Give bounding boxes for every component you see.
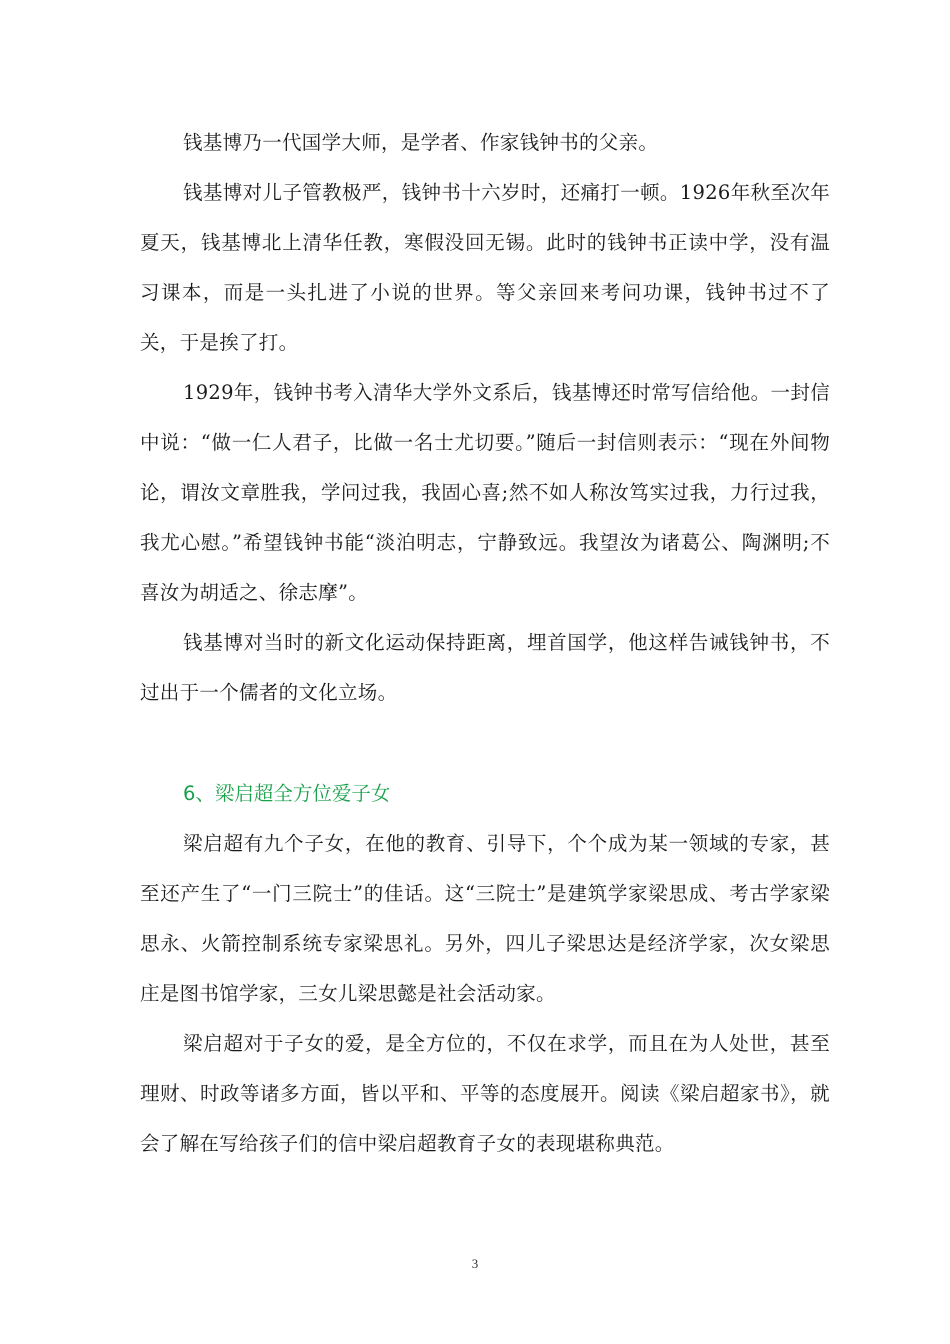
paragraph-qian-discipline: 钱基博对儿子管教极严，钱钟书十六岁时，还痛打一顿。1926年秋至次年夏天，钱基博北上清华任教，寒假没回无锡。此时的钱钟书正读中学，没有温习课本，而是一头扎进了小说的世界。等父亲回来考问功课，钱钟书过不了关，于是挨了打。	[140, 181, 830, 354]
page-number: 3	[471, 1256, 479, 1271]
paragraph-qian-letters: 1929年，钱钟书考入清华大学外文系后，钱基博还时常写信给他。一封信中说：“做一仁人君子，比做一名士尤切要。”随后一封信则表示：“现在外间物论，谓汝文章胜我，学问过我，我固心喜;然不如人称汝笃实过我，力行过我，我尤心慰。”希望钱钟书能“淡泊明志，宁静致远。我望汝为诸葛公、陶渊明;不喜汝为胡适之、徐志摩”。	[140, 381, 830, 604]
section-heading: 6、梁启超全方位爱子女	[183, 782, 391, 805]
paragraph-liang-children: 梁启超有九个子女，在他的教育、引导下，个个成为某一领域的专家，甚至还产生了“一门三院士”的佳话。这“三院士”是建筑学家梁思成、考古学家梁思永、火箭控制系统专家梁思礼。另外，四儿子梁思达是经济学家，次女梁思庄是图书馆学家，三女儿梁思懿是社会活动家。	[140, 832, 830, 1005]
paragraph-liang-love: 梁启超对于子女的爱，是全方位的，不仅在求学，而且在为人处世，甚至理财、时政等诸多方面，皆以平和、平等的态度展开。阅读《梁启超家书》，就会了解在写给孩子们的信中梁启超教育子女的表现堪称典范。	[140, 1032, 830, 1155]
paragraph-qian-stance: 钱基博对当时的新文化运动保持距离，埋首国学，他这样告诫钱钟书，不过出于一个儒者的文化立场。	[140, 631, 830, 704]
page-content	[140, 118, 830, 1169]
paragraph-qian-intro: 钱基博乃一代国学大师，是学者、作家钱钟书的父亲。	[183, 131, 659, 154]
